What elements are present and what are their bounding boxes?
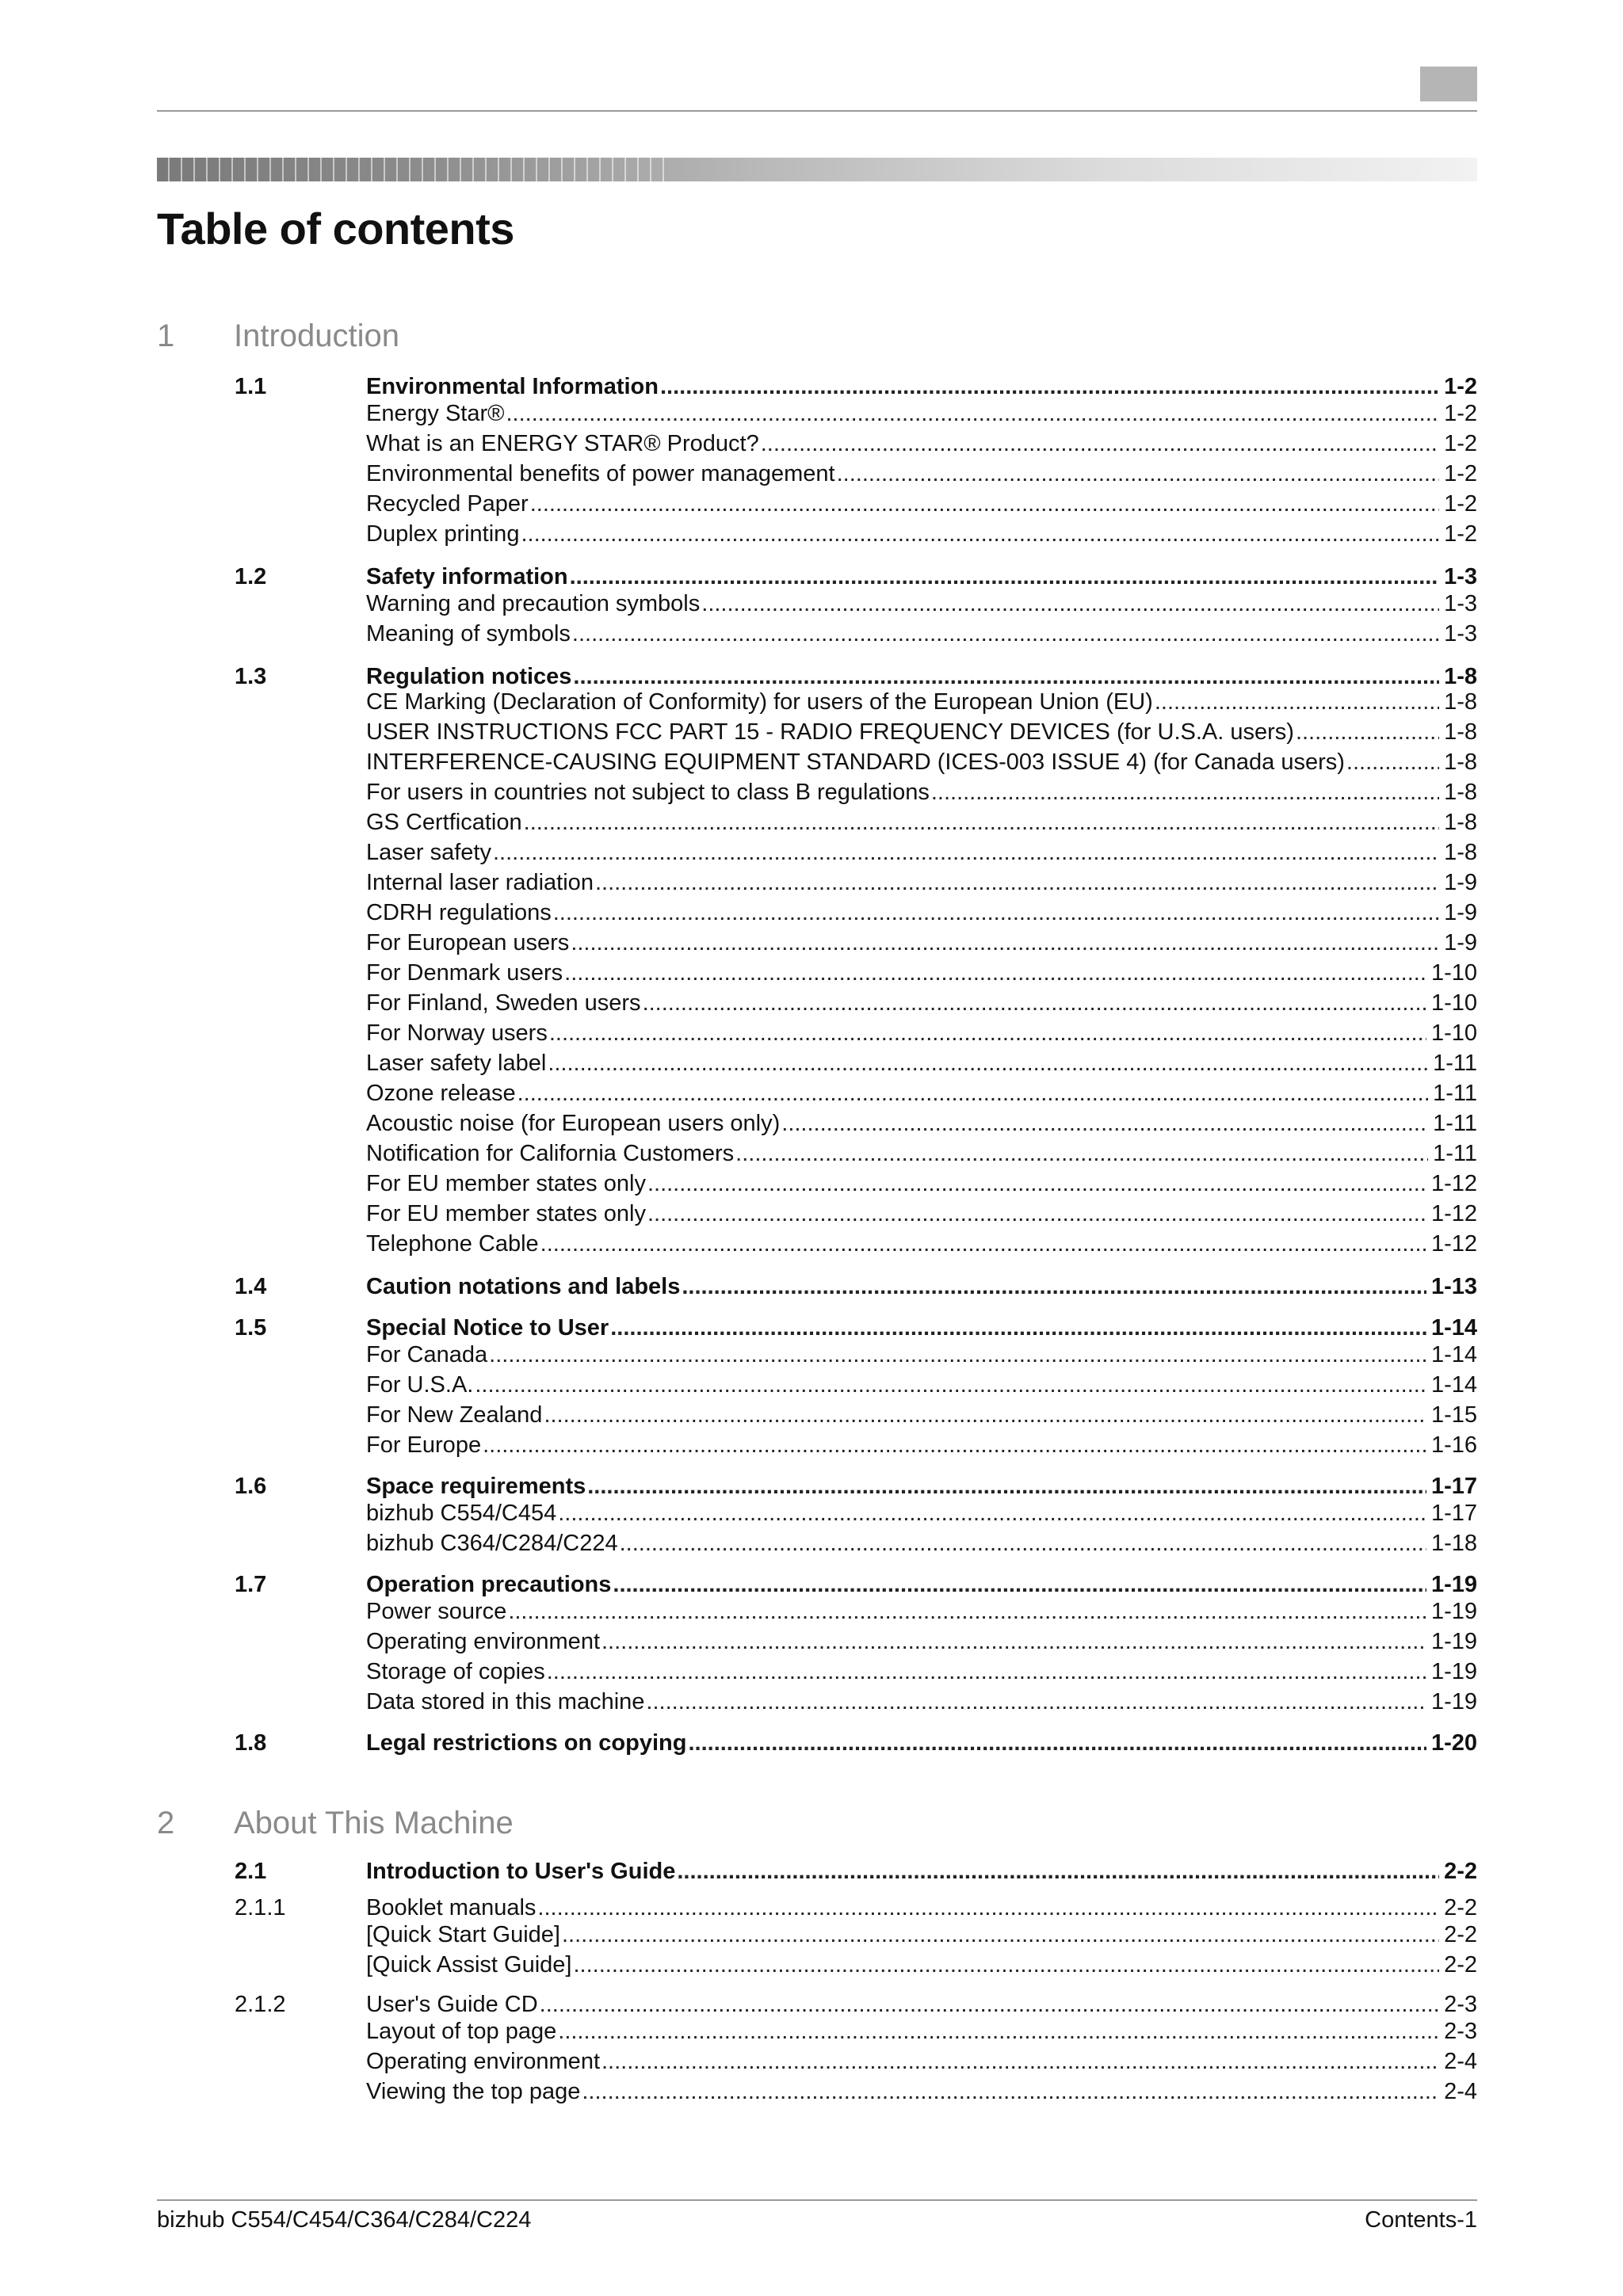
toc-section-entry[interactable] bbox=[235, 1272, 1477, 1302]
toc-page-number[interactable]: 1-19 bbox=[1430, 1689, 1477, 1714]
toc-entry-line bbox=[366, 1169, 1477, 1198]
toc-entry-line bbox=[366, 1272, 1477, 1301]
toc-entry[interactable] bbox=[235, 1499, 1477, 1529]
toc-entry-line bbox=[366, 1529, 1477, 1558]
toc-entry[interactable] bbox=[235, 688, 1477, 718]
toc-entry[interactable] bbox=[235, 989, 1477, 1019]
toc-entry-line bbox=[366, 1371, 1477, 1399]
toc-entry-line bbox=[366, 429, 1477, 458]
toc-section-number: 2.1 bbox=[235, 1859, 267, 1884]
toc-entry[interactable] bbox=[235, 748, 1477, 778]
toc-entry-line bbox=[366, 929, 1477, 957]
toc-entry[interactable] bbox=[235, 1951, 1477, 1981]
toc-entry-line bbox=[366, 989, 1477, 1017]
toc-entry-title[interactable]: Operating environment bbox=[366, 1629, 600, 1654]
toc-page-number[interactable]: 1-8 bbox=[1444, 664, 1477, 689]
toc-entry-title[interactable]: For Canada bbox=[366, 1342, 488, 1367]
toc-entry[interactable] bbox=[235, 429, 1477, 460]
toc-page-number[interactable]: 2-4 bbox=[1444, 2079, 1477, 2104]
dot-leader bbox=[735, 1139, 1428, 1168]
toc-page-number[interactable]: 1-10 bbox=[1430, 1020, 1477, 1046]
toc-entry-title[interactable]: Recycled Paper bbox=[366, 491, 529, 517]
toc-page-number[interactable]: 1-12 bbox=[1430, 1171, 1477, 1196]
toc-entry-line bbox=[366, 1990, 1477, 2019]
toc-entry-title[interactable]: Ozone release bbox=[366, 1081, 516, 1106]
toc-entry[interactable] bbox=[235, 1169, 1477, 1199]
dot-leader bbox=[646, 1688, 1426, 1716]
decoration-stripes bbox=[157, 158, 664, 181]
toc-entry-line bbox=[366, 748, 1477, 776]
toc-section-entry[interactable] bbox=[235, 1472, 1477, 1502]
toc-entry-title[interactable]: For New Zealand bbox=[366, 1402, 543, 1428]
toc-entry-title[interactable]: GS Certfication bbox=[366, 810, 522, 835]
toc-page-number[interactable]: 1-14 bbox=[1430, 1315, 1477, 1341]
toc-entry-line bbox=[366, 959, 1477, 987]
toc-entry-line bbox=[366, 662, 1477, 691]
dot-leader bbox=[489, 1341, 1426, 1369]
toc-page-number[interactable]: 1-16 bbox=[1430, 1432, 1477, 1458]
toc-entry-line bbox=[366, 1049, 1477, 1077]
toc-entry[interactable] bbox=[235, 1688, 1477, 1718]
toc-entry-title[interactable]: Laser safety label bbox=[366, 1051, 547, 1076]
toc-entry-title[interactable]: Special Notice to User bbox=[366, 1315, 609, 1341]
toc-page-number[interactable]: 1-12 bbox=[1430, 1201, 1477, 1226]
toc-page-number[interactable]: 1-13 bbox=[1430, 1274, 1477, 1299]
toc-entry-line bbox=[366, 1570, 1477, 1599]
toc-entry-line bbox=[366, 1139, 1477, 1168]
toc-entry-line bbox=[366, 898, 1477, 927]
toc-page-number[interactable]: 2-2 bbox=[1444, 1952, 1477, 1978]
toc-page-number[interactable]: 2-3 bbox=[1444, 1992, 1477, 2017]
dot-leader bbox=[647, 1169, 1426, 1198]
toc-page-number[interactable]: 2-2 bbox=[1444, 1859, 1477, 1884]
toc-entry-title[interactable]: CE Marking (Declaration of Conformity) for users of the European Union (EU) bbox=[366, 689, 1153, 715]
toc-entry-line bbox=[366, 490, 1477, 518]
toc-entry[interactable] bbox=[235, 838, 1477, 868]
toc-entry-title[interactable]: Space requirements bbox=[366, 1474, 586, 1499]
toc-entry-line bbox=[366, 778, 1477, 807]
toc-entry-title[interactable]: Caution notations and labels bbox=[366, 1274, 681, 1299]
toc-entry[interactable] bbox=[235, 460, 1477, 490]
toc-entry[interactable] bbox=[235, 520, 1477, 550]
dot-leader bbox=[1346, 748, 1439, 776]
toc-page-number[interactable]: 1-10 bbox=[1430, 960, 1477, 986]
toc-entry-title[interactable]: Energy Star® bbox=[366, 401, 505, 426]
toc-entry[interactable] bbox=[235, 620, 1477, 650]
dot-leader bbox=[548, 1049, 1428, 1077]
toc-page-number[interactable]: 1-11 bbox=[1433, 1051, 1477, 1076]
toc-entry-line bbox=[366, 1894, 1477, 1922]
dot-leader bbox=[562, 1920, 1439, 1949]
toc-entry-line bbox=[366, 718, 1477, 746]
dot-leader bbox=[587, 1472, 1426, 1501]
toc-section-number: 2.1.2 bbox=[235, 1992, 286, 2017]
toc-entry-title[interactable]: Duplex printing bbox=[366, 521, 520, 547]
toc-page-number[interactable]: 1-12 bbox=[1430, 1231, 1477, 1257]
dot-leader bbox=[483, 1431, 1426, 1459]
chapter-number: 2 bbox=[157, 1806, 175, 1840]
toc-entry-title[interactable]: Booklet manuals bbox=[366, 1895, 537, 1920]
dot-leader bbox=[558, 1499, 1426, 1527]
toc-page-number[interactable]: 1-19 bbox=[1430, 1629, 1477, 1654]
toc-entry-line bbox=[366, 1019, 1477, 1047]
dot-leader bbox=[553, 898, 1439, 927]
toc-page-number[interactable]: 1-2 bbox=[1444, 491, 1477, 517]
toc-page-number[interactable]: 1-8 bbox=[1444, 719, 1477, 745]
toc-entry-line bbox=[366, 1230, 1477, 1258]
dot-leader bbox=[781, 1109, 1428, 1138]
toc-page-number[interactable]: 1-9 bbox=[1444, 930, 1477, 955]
dot-leader bbox=[1296, 718, 1439, 746]
toc-entry-line bbox=[366, 1401, 1477, 1429]
dot-leader bbox=[582, 2077, 1439, 2106]
dot-leader bbox=[574, 1951, 1440, 1979]
toc-entry-line bbox=[366, 868, 1477, 897]
toc-page-number[interactable]: 1-8 bbox=[1444, 840, 1477, 865]
dot-leader bbox=[517, 1079, 1428, 1108]
toc-section-number: 1.2 bbox=[235, 564, 267, 589]
toc-page-number[interactable]: 1-17 bbox=[1430, 1501, 1477, 1526]
toc-section-number: 1.1 bbox=[235, 374, 267, 399]
toc-entry-line bbox=[366, 2047, 1477, 2076]
toc-entry-title[interactable]: For Norway users bbox=[366, 1020, 548, 1046]
toc-entry-title[interactable]: Introduction to User's Guide bbox=[366, 1859, 676, 1884]
toc-entry-title[interactable]: Viewing the top page bbox=[366, 2079, 581, 2104]
chapter-title: Introduction bbox=[234, 318, 400, 353]
toc-entry[interactable] bbox=[235, 1139, 1477, 1169]
toc-entry-line bbox=[366, 838, 1477, 867]
dot-leader bbox=[647, 1199, 1426, 1228]
toc-entry[interactable] bbox=[235, 959, 1477, 989]
dot-leader bbox=[688, 1729, 1426, 1757]
toc-entry[interactable] bbox=[235, 1920, 1477, 1951]
toc-entry-title[interactable]: For Europe bbox=[366, 1432, 482, 1458]
toc-entry-line bbox=[366, 1341, 1477, 1369]
dot-leader bbox=[701, 589, 1439, 618]
toc-entry-title[interactable]: Environmental Information bbox=[366, 374, 659, 399]
toc-section-entry[interactable] bbox=[235, 1894, 1477, 1924]
toc-page-number[interactable]: 1-3 bbox=[1444, 564, 1477, 589]
corner-tab bbox=[1420, 67, 1477, 101]
dot-leader bbox=[570, 563, 1439, 591]
toc-entry-title[interactable]: Data stored in this machine bbox=[366, 1689, 645, 1714]
toc-page-number[interactable]: 1-2 bbox=[1444, 374, 1477, 399]
toc-page-number[interactable]: 1-9 bbox=[1444, 900, 1477, 925]
toc-entry[interactable] bbox=[235, 2077, 1477, 2107]
dot-leader bbox=[837, 460, 1439, 488]
toc-entry-title[interactable]: Meaning of symbols bbox=[366, 621, 571, 646]
toc-entry[interactable] bbox=[235, 1371, 1477, 1401]
toc-entry-line bbox=[366, 1499, 1477, 1527]
toc-entry[interactable] bbox=[235, 778, 1477, 808]
toc-entry-line bbox=[366, 399, 1477, 428]
toc-page-number[interactable]: 1-8 bbox=[1444, 689, 1477, 715]
toc-entry-title[interactable]: For Denmark users bbox=[366, 960, 563, 986]
toc-entry-title[interactable]: Legal restrictions on copying bbox=[366, 1730, 687, 1756]
toc-section-number: 1.8 bbox=[235, 1730, 267, 1756]
toc-section-entry[interactable] bbox=[235, 563, 1477, 593]
dot-leader bbox=[677, 1857, 1439, 1886]
page-title: Table of contents bbox=[157, 204, 514, 254]
dot-leader bbox=[682, 1272, 1426, 1301]
toc-page-number[interactable]: 1-14 bbox=[1430, 1342, 1477, 1367]
toc-entry-title[interactable]: [Quick Assist Guide] bbox=[366, 1952, 572, 1978]
dot-leader bbox=[931, 778, 1439, 807]
dot-leader bbox=[540, 1230, 1426, 1258]
toc-page-number[interactable]: 1-19 bbox=[1430, 1599, 1477, 1624]
toc-page-number[interactable]: 1-11 bbox=[1433, 1081, 1477, 1106]
toc-entry[interactable] bbox=[235, 2017, 1477, 2047]
toc-entry[interactable] bbox=[235, 2047, 1477, 2077]
toc-entry-title[interactable]: Power source bbox=[366, 1599, 507, 1624]
toc-entry-title[interactable]: Environmental benefits of power management bbox=[366, 461, 835, 486]
toc-entry[interactable] bbox=[235, 490, 1477, 520]
toc-page-number[interactable]: 2-2 bbox=[1444, 1922, 1477, 1947]
toc-entry[interactable] bbox=[235, 1079, 1477, 1109]
toc-entry-line bbox=[366, 688, 1477, 716]
toc-entry-title[interactable]: For European users bbox=[366, 930, 570, 955]
dot-leader bbox=[508, 1597, 1426, 1626]
dot-leader bbox=[573, 662, 1439, 691]
toc-entry-line bbox=[366, 1920, 1477, 1949]
toc-entry-title[interactable]: Warning and precaution symbols bbox=[366, 591, 701, 616]
toc-entry-title[interactable]: Operation precautions bbox=[366, 1572, 612, 1597]
toc-entry-line bbox=[366, 563, 1477, 591]
toc-page-number[interactable]: 1-3 bbox=[1444, 621, 1477, 646]
toc-entry[interactable] bbox=[235, 1401, 1477, 1431]
chapter-number: 1 bbox=[157, 318, 175, 353]
toc-entry-line bbox=[366, 520, 1477, 548]
toc-page-number[interactable]: 1-14 bbox=[1430, 1372, 1477, 1398]
toc-entry-title[interactable]: User's Guide CD bbox=[366, 1992, 538, 2017]
dot-leader bbox=[521, 520, 1439, 548]
dot-leader bbox=[620, 1529, 1426, 1558]
toc-section-number: 1.5 bbox=[235, 1315, 267, 1341]
toc-entry-line bbox=[366, 589, 1477, 618]
dot-leader bbox=[595, 868, 1439, 897]
toc-page-number[interactable]: 1-8 bbox=[1444, 780, 1477, 805]
toc-entry-title[interactable]: Layout of top page bbox=[366, 2019, 557, 2044]
toc-entry[interactable] bbox=[235, 1627, 1477, 1657]
dot-leader bbox=[1155, 688, 1439, 716]
toc-entry[interactable] bbox=[235, 898, 1477, 929]
toc-entry[interactable] bbox=[235, 868, 1477, 898]
dot-leader bbox=[540, 1990, 1439, 2019]
dot-leader bbox=[643, 989, 1426, 1017]
toc-entry-line bbox=[366, 1199, 1477, 1228]
toc-entry-title[interactable]: Regulation notices bbox=[366, 664, 572, 689]
toc-section-entry[interactable] bbox=[235, 372, 1477, 402]
toc-entry[interactable] bbox=[235, 1230, 1477, 1260]
toc-entry-line bbox=[366, 1472, 1477, 1501]
dot-leader bbox=[537, 1894, 1439, 1922]
toc-entry-title[interactable]: [Quick Start Guide] bbox=[366, 1922, 560, 1947]
toc-entry-title[interactable]: Telephone Cable bbox=[366, 1231, 539, 1257]
toc-entry[interactable] bbox=[235, 589, 1477, 620]
dot-leader bbox=[601, 2047, 1439, 2076]
toc-entry-line bbox=[366, 1431, 1477, 1459]
toc-entry-line bbox=[366, 808, 1477, 837]
toc-entry[interactable] bbox=[235, 1657, 1477, 1688]
toc-entry[interactable] bbox=[235, 1199, 1477, 1230]
toc-section-entry[interactable] bbox=[235, 1990, 1477, 2020]
toc-entry-line bbox=[366, 1729, 1477, 1757]
footer-product-name: bizhub C554/C454/C364/C284/C224 bbox=[157, 2207, 532, 2233]
toc-entry-title[interactable]: Notification for California Customers bbox=[366, 1141, 735, 1166]
toc-entry-line bbox=[366, 1857, 1477, 1886]
toc-page-number[interactable]: 2-3 bbox=[1444, 2019, 1477, 2044]
toc-entry[interactable] bbox=[235, 929, 1477, 959]
toc-entry[interactable] bbox=[235, 718, 1477, 748]
toc-entry-title[interactable]: For U.S.A. bbox=[366, 1372, 474, 1398]
toc-entry[interactable] bbox=[235, 1019, 1477, 1049]
toc-entry-line bbox=[366, 1597, 1477, 1626]
toc-entry-line bbox=[366, 1657, 1477, 1686]
toc-page-number[interactable]: 1-2 bbox=[1444, 521, 1477, 547]
title-decoration-bar bbox=[157, 158, 1477, 181]
dot-leader bbox=[544, 1401, 1426, 1429]
toc-entry-line bbox=[366, 460, 1477, 488]
toc-entry-line bbox=[366, 2017, 1477, 2046]
toc-page-number[interactable]: 1-9 bbox=[1444, 870, 1477, 895]
dot-leader bbox=[660, 372, 1439, 401]
toc-section-number: 1.3 bbox=[235, 664, 267, 689]
toc-entry-line bbox=[366, 1951, 1477, 1979]
toc-entry-title[interactable]: For users in countries not subject to class B regulations bbox=[366, 780, 930, 805]
dot-leader bbox=[524, 808, 1439, 837]
toc-entry-title[interactable]: Acoustic noise (for European users only) bbox=[366, 1111, 781, 1136]
toc-section-number: 1.4 bbox=[235, 1274, 267, 1299]
toc-page-number[interactable]: 1-2 bbox=[1444, 461, 1477, 486]
toc-entry-line bbox=[366, 372, 1477, 401]
toc-entry[interactable] bbox=[235, 1109, 1477, 1139]
toc-entry[interactable] bbox=[235, 399, 1477, 429]
toc-entry-line bbox=[366, 1314, 1477, 1342]
toc-section-number: 1.7 bbox=[235, 1572, 267, 1597]
toc-entry-title[interactable]: USER INSTRUCTIONS FCC PART 15 - RADIO FREQUENCY DEVICES (for U.S.A. users) bbox=[366, 719, 1294, 745]
footer-rule bbox=[157, 2199, 1477, 2201]
toc-entry-line bbox=[366, 1079, 1477, 1108]
toc-section-entry[interactable] bbox=[235, 1314, 1477, 1344]
footer-page-number: Contents-1 bbox=[1365, 2207, 1477, 2233]
toc-page-number[interactable]: 1-19 bbox=[1430, 1572, 1477, 1597]
toc-section-entry[interactable] bbox=[235, 1857, 1477, 1887]
dot-leader bbox=[564, 959, 1426, 987]
dot-leader bbox=[613, 1570, 1426, 1599]
chapter-title: About This Machine bbox=[234, 1806, 514, 1840]
toc-page-number[interactable]: 1-19 bbox=[1430, 1659, 1477, 1684]
dot-leader bbox=[530, 490, 1439, 518]
toc-page-number[interactable]: 1-11 bbox=[1433, 1141, 1477, 1166]
toc-page-number[interactable]: 1-18 bbox=[1430, 1531, 1477, 1556]
toc-page-number[interactable]: 1-20 bbox=[1430, 1730, 1477, 1756]
toc-entry-line bbox=[366, 1109, 1477, 1138]
toc-entry-title[interactable]: Laser safety bbox=[366, 840, 491, 865]
toc-entry[interactable] bbox=[235, 1049, 1477, 1079]
toc-entry[interactable] bbox=[235, 1431, 1477, 1461]
toc-page-number[interactable]: 1-17 bbox=[1430, 1474, 1477, 1499]
toc-entry-title[interactable]: For EU member states only bbox=[366, 1171, 646, 1196]
toc-entry-title[interactable]: For EU member states only bbox=[366, 1201, 646, 1226]
toc-entry[interactable] bbox=[235, 1341, 1477, 1371]
toc-entry-line bbox=[366, 620, 1477, 648]
toc-entry[interactable] bbox=[235, 1597, 1477, 1627]
toc-entry-line bbox=[366, 1688, 1477, 1716]
dot-leader bbox=[493, 838, 1439, 867]
dot-leader bbox=[506, 399, 1440, 428]
toc-section-number: 1.6 bbox=[235, 1474, 267, 1499]
dot-leader bbox=[572, 620, 1439, 648]
toc-entry-title[interactable]: Safety information bbox=[366, 564, 568, 589]
toc-page-number[interactable]: 1-10 bbox=[1430, 990, 1477, 1016]
dot-leader bbox=[558, 2017, 1439, 2046]
toc-entry-title[interactable]: For Finland, Sweden users bbox=[366, 990, 641, 1016]
toc-page-number[interactable]: 2-2 bbox=[1444, 1895, 1477, 1920]
toc-section-number: 2.1.1 bbox=[235, 1895, 286, 1920]
toc-page-number[interactable]: 1-2 bbox=[1444, 431, 1477, 456]
toc-entry-title[interactable]: bizhub C554/C454 bbox=[366, 1501, 557, 1526]
toc-entry-title[interactable]: INTERFERENCE-CAUSING EQUIPMENT STANDARD (ICES-003 ISSUE 4) (for Canada users) bbox=[366, 749, 1345, 775]
dot-leader bbox=[601, 1627, 1426, 1656]
toc-entry-title[interactable]: Internal laser radiation bbox=[366, 870, 594, 895]
toc-entry-line bbox=[366, 1627, 1477, 1656]
toc-section-entry[interactable] bbox=[235, 1570, 1477, 1600]
toc-page-number[interactable]: 2-4 bbox=[1444, 2049, 1477, 2074]
toc-page-number[interactable]: 1-15 bbox=[1430, 1402, 1477, 1428]
toc-section-entry[interactable] bbox=[235, 1729, 1477, 1759]
toc-entry-title[interactable]: Storage of copies bbox=[366, 1659, 545, 1684]
toc-page-number[interactable]: 1-8 bbox=[1444, 749, 1477, 775]
toc-entry[interactable] bbox=[235, 1529, 1477, 1559]
toc-entry[interactable] bbox=[235, 808, 1477, 838]
toc-page-number[interactable]: 1-8 bbox=[1444, 810, 1477, 835]
dot-leader bbox=[549, 1019, 1426, 1047]
toc-entry-title[interactable]: What is an ENERGY STAR® Product? bbox=[366, 431, 759, 456]
toc-page-number[interactable]: 1-3 bbox=[1444, 591, 1477, 616]
dot-leader bbox=[547, 1657, 1426, 1686]
toc-entry-title[interactable]: CDRH regulations bbox=[366, 900, 552, 925]
header-rule bbox=[157, 110, 1477, 112]
toc-page-number[interactable]: 1-11 bbox=[1433, 1111, 1477, 1136]
toc-page-number[interactable]: 1-2 bbox=[1444, 401, 1477, 426]
dot-leader bbox=[610, 1314, 1426, 1342]
dot-leader bbox=[571, 929, 1439, 957]
dot-leader bbox=[475, 1371, 1426, 1399]
toc-entry-title[interactable]: Operating environment bbox=[366, 2049, 600, 2074]
toc-entry-line bbox=[366, 2077, 1477, 2106]
dot-leader bbox=[761, 429, 1439, 458]
toc-entry-title[interactable]: bizhub C364/C284/C224 bbox=[366, 1531, 618, 1556]
